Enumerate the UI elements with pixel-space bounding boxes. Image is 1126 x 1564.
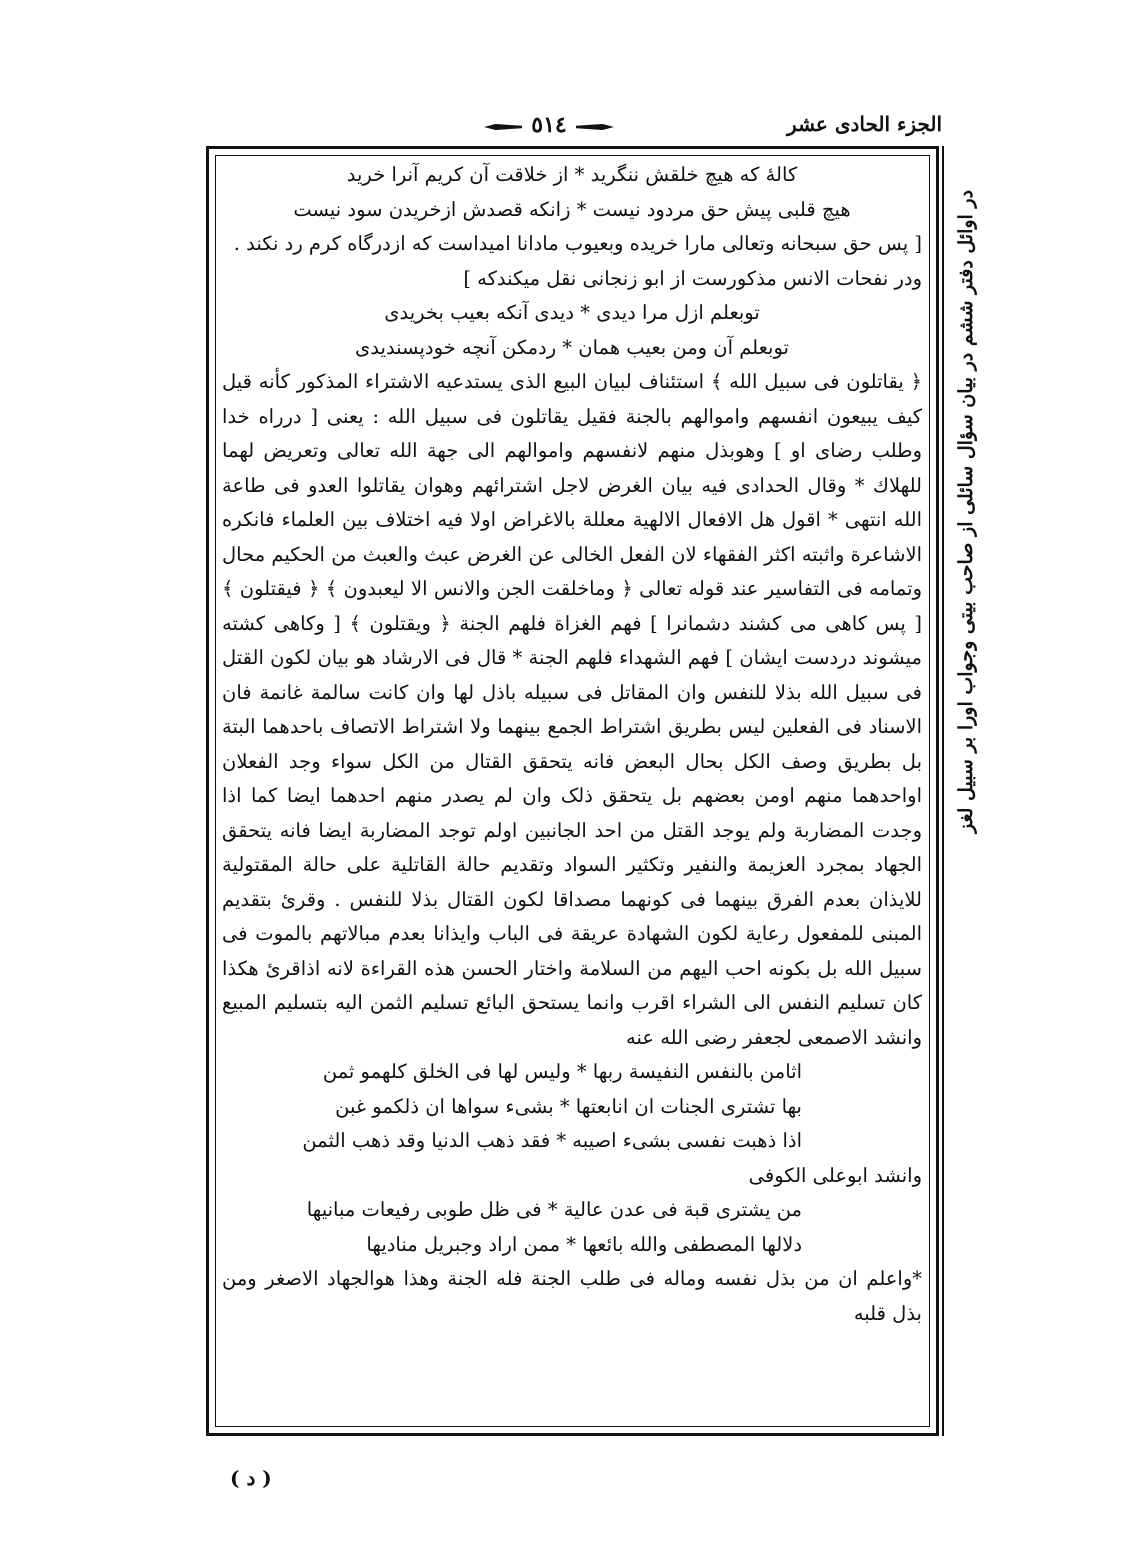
verse-line: دلالها المصطفی والله بائعها * ممن اراد وجبریل منادیها bbox=[366, 1232, 802, 1256]
volume-title: الجزء الحادی عشر bbox=[787, 112, 942, 136]
signature-mark: ( د ) bbox=[230, 1466, 272, 1490]
paragraph: وانشد ابوعلی الکوفی bbox=[748, 1163, 922, 1187]
page-header bbox=[206, 108, 942, 148]
paragraph: *واعلم ان من بذل نفسه وماله فی طلب الجنة فله الجنة وهذا هوالجهاد الاصغر ومن بذل قلبه bbox=[222, 1267, 922, 1325]
verse-line: اذا ذهبت نفسی بشیء اصیبه * فقد ذهب الدنیا وقد ذهب الثمن bbox=[302, 1129, 802, 1152]
page-number: ٥١٤ bbox=[531, 112, 567, 138]
paragraph: ﴿ یقاتلون فی سبیل الله ﴾ استئناف لبیان البیع الذی یستدعیه الاشتراء المذکور کأنه قیل کیف یبیعون انفسهم واموالهم بالجنة فقیل یقاتلون فی سبیل الله : یعنی [ درراه خدا وطلب رضای او ] وهوبذل منهم لانفسهم واموالهم الی جهة الله تعالی وتعریض لهما للهلاك * وقال الحدادی فیه بیان الغرض لاجل اشترائهم وهوان یقاتلوا العدو فی طاعة الله انتهی * اقول هل الافعال الالهیة معللة بالاغراض اولا فیه اختلاف بین العلماء فانکره الاشاعرة واثبته اکثر الفقهاء لان الفعل الخالی عن الغرض عبث والعبث من الحکیم محال وتمامه فی التفاسیر عند قوله تعالی ﴿ وماخلقت الجن والانس الا لیعبدون ﴾ ﴿ فیقتلون ﴾ [ پس کاهی می کشند دشمانرا ] فهم الغزاة فلهم الجنة ﴿ ویقتلون ﴾ [ وکاهی کشته میشوند دردست ایشان ] فهم الشهداء فلهم الجنة * قال فی الارشاد هو بیان لکون القتل فی سبیل الله بذلا للنفس وان المقاتل فی سبیله باذل لها وان کانت سالمة غانمة فان الاسناد فی الفعلین لیس بطریق اشتراط الجمع بینهما ولا اشتراط الاتصاف باحدهما البتة بل بطریق وصف الکل بحال البعض فانه یتحقق القتال من الکل سواء وجد الفعلان اواحدهما منهم اومن بعضهم بل یتحقق ذلک وان لم یصدر منهم احدهما ایضا کما اذا وجدت المضاربة ولم یوجد القتل من احد الجانبین اولم توجد المضاربة ایضا فانه یتحقق الجهاد بمجرد العزیمة والنفیر وتکثیر السواد وتقدیم حالة القاتلیة علی حالة المقتولیة للایذان بعدم الفرق بینهما فی کونهما مصداقا لکون القتال بذلا للنفس . وقرئ بتقدیم المبنی للمفعول رعایة لکون الشهادة عریقة فی الباب وایذانا بعدم مبالاتهم بالموت فی سبیل الله بل بکونه احب الیهم من السلامة واختار الحسن هذه القراءة لانه اذاقرئ هکذا کان تسلیم النفس الی الشراء اقرب وانما یستحق البائع تسلیم الثمن الیه بتسلیم المبیع وانشد الاصمعی لجعفر رضی الله عنه bbox=[222, 370, 922, 1049]
verse-line: توبعلم ازل مرا دیدی * دیدی آنکه بعیب بخریدی bbox=[384, 301, 760, 324]
ornament-left-bar bbox=[484, 124, 522, 130]
verse-line: بها تشتری الجنات ان انابعتها * بشیء سواها ان ذلکمو غبن bbox=[335, 1094, 802, 1118]
verse-line: هیچ قلبی پیش حق مردود نیست * زانکه قصدش ازخریدن سود نیست bbox=[293, 197, 851, 221]
margin-divider bbox=[942, 146, 944, 1436]
verse-line: اثامن بالنفس النفیسة ربها * ولیس لها فی الخلق کلهمو ثمن bbox=[322, 1060, 802, 1083]
verse-line: من یشتری قبة فی عدن عالیة * فی ظل طوبی رفیعات مبانیها bbox=[306, 1198, 802, 1221]
ornament-right-bar bbox=[576, 124, 614, 130]
verse-line: کالهٔ که هیچ خلقش ننگرید * از خلاقت آن کریم آنرا خرید bbox=[346, 163, 798, 186]
paragraph: [ پس حق سبحانه وتعالی مارا خریده وبعیوب مادانا امیداست که ازدرگاه کرم رد نکند . bbox=[233, 232, 922, 255]
page-number-ornament bbox=[484, 112, 614, 142]
paragraph: ودر نفحات الانس مذکورست از ابو زنجانی نقل میکندکه ] bbox=[463, 266, 922, 290]
margin-note: در اوائل دفتر ششم در بیان سؤال سائلی از صاحب بیتی وجواب اورا بر سبیل لغز bbox=[955, 190, 977, 834]
verse-line: توبعلم آن ومن بعیب همان * ردمکن آنچه خودپسندیدی bbox=[355, 335, 789, 359]
main-text bbox=[222, 158, 922, 1331]
